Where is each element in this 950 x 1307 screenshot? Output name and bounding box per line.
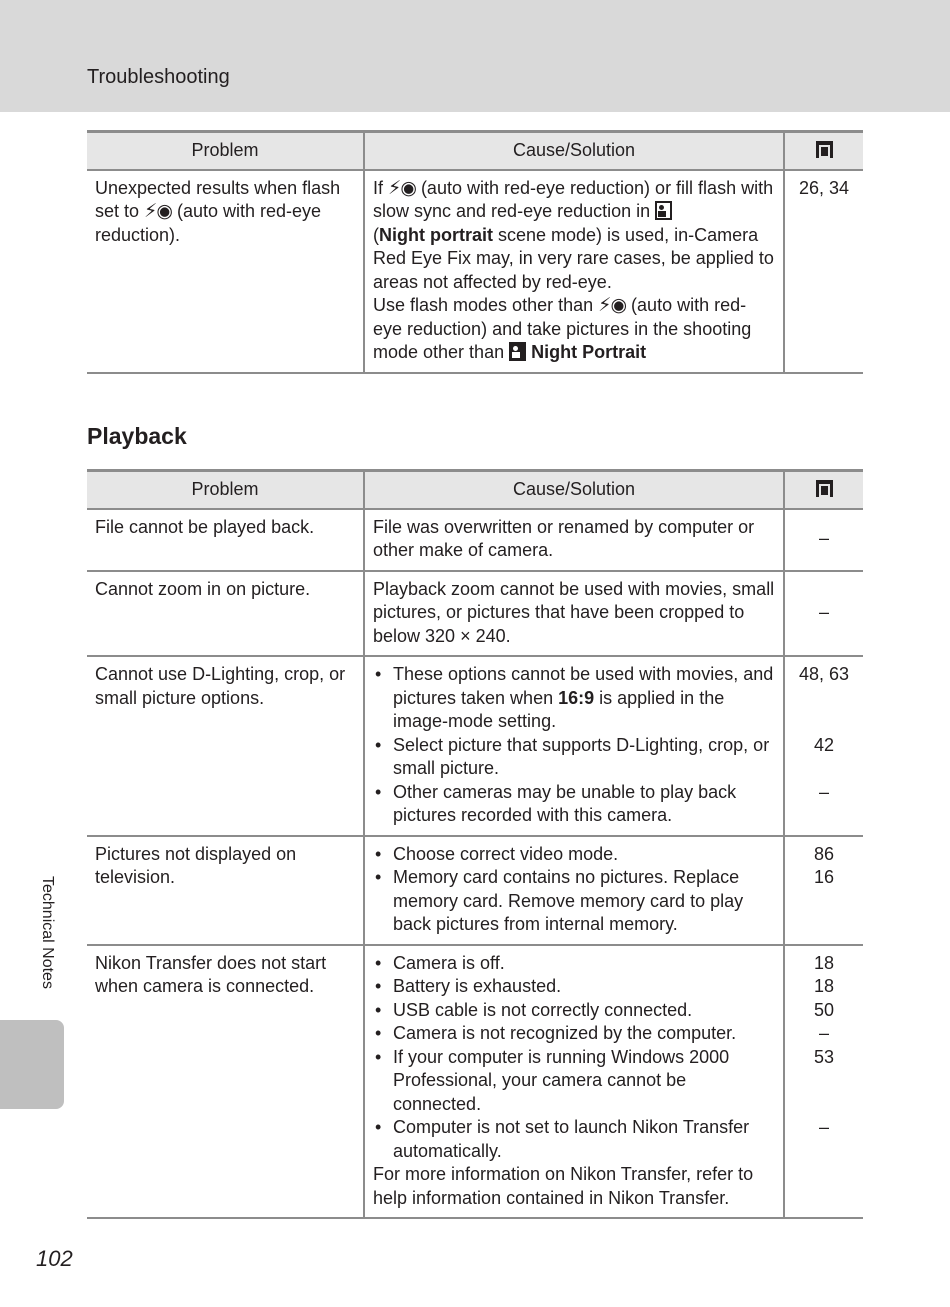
side-tab-marker [0,1020,64,1109]
problem-cell: Nikon Transfer does not start when camera is connected. [87,945,364,1219]
reference-cell: 26, 34 [784,170,863,373]
table-row [87,509,863,571]
list-item: • USB cable is not correctly connected. [373,999,775,1023]
list-item: • Battery is exhausted. [373,975,775,999]
cause-cell [364,656,784,836]
list-item: • If your computer is running Windows 2000 Professional, your camera cannot be connected. [373,1046,775,1117]
table-row [87,836,863,945]
flash-troubleshooting-table [87,130,863,374]
reference-cell: 18 18 50 – 53 – [784,945,863,1219]
night-portrait-icon [509,342,526,361]
side-tab-label: Technical Notes [39,876,56,989]
cause-cell: Playback zoom cannot be used with movies, small pictures, or pictures that have been cropped to below 320 × 240. [364,571,784,657]
problem-cell: File cannot be played back. [87,509,364,571]
cause-cell: File was overwritten or renamed by computer or other make of camera. [364,509,784,571]
reference-cell: – [784,509,863,571]
reference-cell: – [784,571,863,657]
playback-troubleshooting-table [87,469,863,1219]
column-header-ref [784,132,863,170]
column-header-cause: Cause/Solution [364,132,784,170]
cause-cell [364,945,784,1219]
flash-red-eye-icon: ⚡◉ [144,201,172,222]
list-item: • Other cameras may be unable to play back pictures recorded with this camera. [373,781,775,828]
running-head: Troubleshooting [87,66,230,88]
page-reference-icon [816,141,833,158]
flash-red-eye-icon: ⚡◉ [598,295,627,316]
reference-cell: 48, 63 42 – [784,656,863,836]
list-item: • Camera is not recognized by the computer. [373,1022,775,1046]
table-row [87,945,863,1219]
problem-cell: Cannot zoom in on picture. [87,571,364,657]
page-number: 102 [36,1246,73,1271]
column-header-cause: Cause/Solution [364,471,784,509]
problem-cell: Pictures not displayed on television. [87,836,364,945]
cause-cell [364,836,784,945]
reference-cell: 86 16 [784,836,863,945]
note-text: For more information on Nikon Transfer, refer to help information contained in Nikon Transfer. [373,1164,754,1208]
table-row [87,571,863,657]
column-header-problem: Problem [87,132,364,170]
table-row [87,656,863,836]
section-title-playback: Playback [87,423,187,449]
table-row [87,170,863,373]
header-band [0,0,950,112]
list-item: • These options cannot be used with movies, and pictures taken when 16:9 is applied in the image-mode setting. [373,663,775,734]
list-item: • Camera is off. [373,952,775,976]
list-item: • Memory card contains no pictures. Replace memory card. Remove memory card to play back pictures from internal memory. [373,866,775,937]
cause-cell: If ⚡◉ (auto with red-eye reduction) or fill flash with slow sync and red-eye reduction in (Night portrait scene mode) is used, in-Camera Red Eye Fix may, in very rare cases, be applied to areas not affected by red-eye. Use flash modes other than ⚡◉ (auto with red-eye reduction) and take pictures in the shooting mode other than Night Portrait [364,170,784,373]
column-header-problem: Problem [87,471,364,509]
night-portrait-icon [655,201,672,220]
problem-cell: Unexpected results when flash set to ⚡◉ (auto with red-eye reduction). [87,170,364,373]
flash-red-eye-icon: ⚡◉ [388,177,416,199]
column-header-ref [784,471,863,509]
list-item: • Computer is not set to launch Nikon Transfer automatically. [373,1116,775,1163]
list-item: • Select picture that supports D-Lighting, crop, or small picture. [373,734,775,781]
problem-cell: Cannot use D-Lighting, crop, or small picture options. [87,656,364,836]
page-reference-icon [816,480,833,497]
list-item: • Choose correct video mode. [373,843,775,867]
